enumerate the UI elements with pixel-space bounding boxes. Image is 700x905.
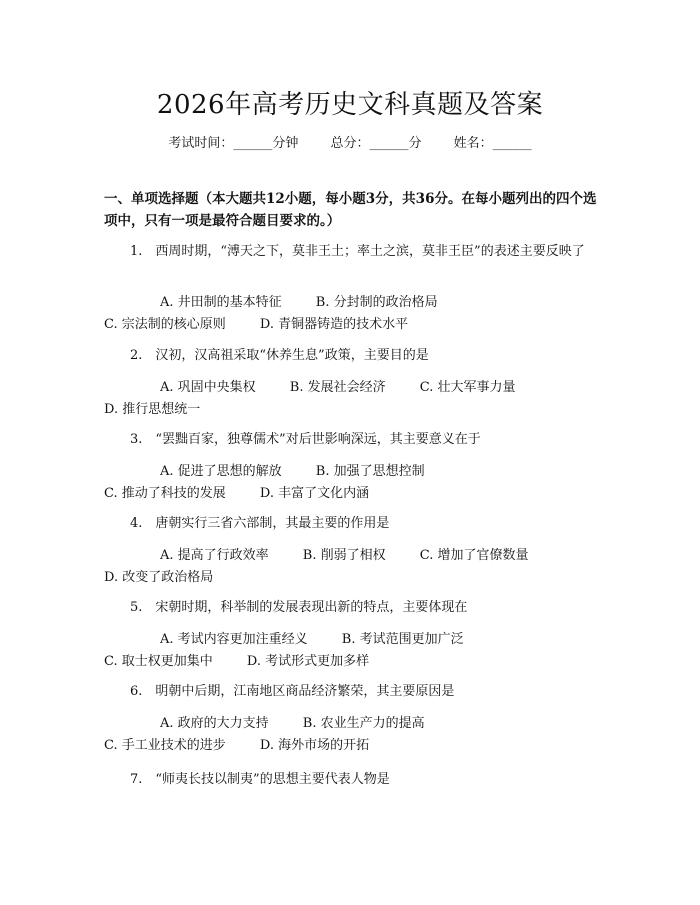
option-b: B. 农业生产力的提高 — [302, 716, 425, 731]
exam-info — [0, 132, 700, 151]
document-title: 2026年高考历史文科真题及答案 — [156, 90, 544, 120]
question-4 — [104, 513, 602, 535]
question-text: 4. 唐朝实行三省六部制，其最主要的作用是 — [130, 516, 390, 531]
question-7 — [104, 769, 602, 791]
option-d: D. 青铜器铸造的技术水平 — [259, 317, 409, 332]
question-6 — [104, 681, 602, 703]
option-c: C. 手工业技术的进步 — [104, 738, 226, 753]
exam-name-field: 姓名：______ — [453, 136, 532, 151]
question-text: 5. 宋朝时期，科举制的发展表现出新的特点，主要体现在 — [130, 600, 468, 615]
question-text: 3. “罢黜百家，独尊儒术”对后世影响深远，其主要意义在于 — [130, 432, 481, 447]
question-text: 1. 西周时期，“溥天之下，莫非王土；率土之滨，莫非王臣”的表述主要反映了 — [130, 244, 585, 259]
option-a: A. 井田制的基本特征 — [160, 295, 282, 310]
option-a: A. 促进了思想的解放 — [160, 464, 282, 479]
option-d: D. 海外市场的开拓 — [259, 738, 370, 753]
option-a: A. 考试内容更加注重经义 — [160, 632, 308, 647]
option-c: C. 增加了官僚数量 — [419, 548, 529, 563]
question-5 — [104, 597, 602, 619]
question-1-options — [104, 292, 602, 336]
option-d: D. 推行思想统一 — [104, 402, 201, 417]
option-d: D. 考试形式更加多样 — [246, 654, 370, 669]
question-2-options — [104, 377, 602, 421]
option-a: A. 提高了行政效率 — [160, 548, 269, 563]
question-6-options — [104, 713, 602, 757]
option-a: A. 政府的大力支持 — [160, 716, 269, 731]
question-5-options — [104, 629, 602, 673]
question-2 — [104, 345, 602, 367]
exam-score-field: 总分：______分 — [330, 136, 422, 151]
question-4-options — [104, 545, 602, 589]
exam-time-field: 考试时间：______分钟 — [168, 136, 299, 151]
option-d: D. 丰富了文化内涵 — [259, 486, 370, 501]
option-c: C. 壮大军事力量 — [419, 380, 516, 395]
option-d: D. 改变了政治格局 — [104, 570, 214, 585]
option-b: B. 分封制的政治格局 — [315, 295, 438, 310]
option-c: C. 宗法制的核心原则 — [104, 317, 226, 332]
option-c: C. 取士权更加集中 — [104, 654, 213, 669]
question-text: 6. 明朝中后期，江南地区商品经济繁荣，其主要原因是 — [130, 684, 455, 699]
option-b: B. 加强了思想控制 — [315, 464, 425, 479]
question-text: 7. “师夷长技以制夷”的思想主要代表人物是 — [130, 772, 390, 787]
section-heading: 一、单项选择题（本大题共12小题，每小题3分，共36分。在每小题列出的四个选项中，只有一项是最符合题目要求的。） — [104, 191, 597, 229]
option-b: B. 考试范围更加广泛 — [341, 632, 464, 647]
option-b: B. 削弱了相权 — [302, 548, 386, 563]
option-c: C. 推动了科技的发展 — [104, 486, 226, 501]
question-3-options — [104, 461, 602, 505]
question-1 — [104, 241, 602, 263]
option-b: B. 发展社会经济 — [289, 380, 386, 395]
option-a: A. 巩固中央集权 — [160, 380, 256, 395]
question-3 — [104, 429, 602, 451]
question-text: 2. 汉初，汉高祖采取“休养生息”政策，主要目的是 — [130, 348, 429, 363]
